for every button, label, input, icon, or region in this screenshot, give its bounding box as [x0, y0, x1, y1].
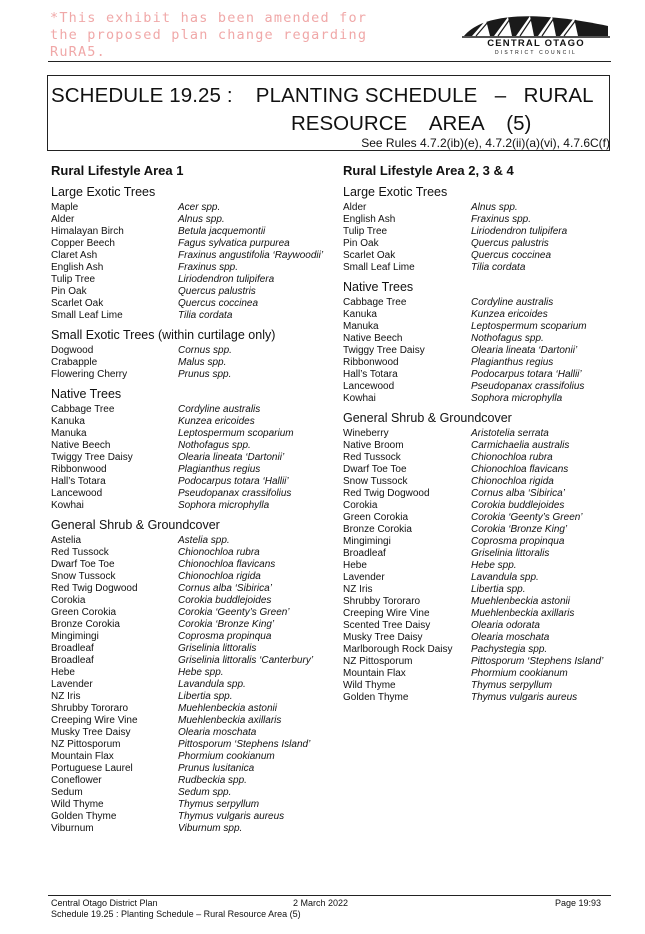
- section-title: General Shrub & Groundcover: [51, 518, 220, 532]
- plant-row: [343, 560, 623, 572]
- botanical-name: Fraxinus angustifolia ‘Raywoodii’: [178, 250, 324, 261]
- botanical-name: Lavandula spp.: [471, 572, 539, 583]
- plant-row: [343, 620, 623, 632]
- section-title: Native Trees: [51, 387, 122, 401]
- botanical-name: Prunus spp.: [178, 369, 232, 380]
- botanical-name: Olearia lineata ‘Dartonii’: [471, 345, 578, 356]
- botanical-name: Chionochloa rubra: [471, 452, 553, 463]
- common-name: Kanuka: [51, 416, 85, 427]
- common-name: Dogwood: [51, 345, 94, 356]
- botanical-name: Kunzea ericoides: [178, 416, 255, 427]
- botanical-name: Griselinia littoralis: [178, 643, 257, 654]
- plant-row: [51, 775, 336, 787]
- botanical-name: Lavandula spp.: [178, 679, 246, 690]
- plant-row: [343, 393, 623, 405]
- section-title: Native Trees: [343, 280, 414, 294]
- botanical-name: Alnus spp.: [178, 214, 225, 225]
- left-sections: [51, 185, 336, 835]
- plant-row: [343, 500, 623, 512]
- common-name: Marlborough Rock Daisy: [343, 644, 453, 655]
- plant-row: [343, 632, 623, 644]
- common-name: NZ Pittosporum: [343, 656, 413, 667]
- botanical-name: Corokia ‘Bronze King’: [178, 619, 275, 630]
- plant-row: [51, 488, 336, 500]
- plant-row: [51, 739, 336, 751]
- botanical-name: Chionochloa flavicans: [471, 464, 569, 475]
- common-name: Twiggy Tree Daisy: [51, 452, 133, 463]
- plant-row: [51, 535, 336, 547]
- plant-row: [51, 238, 336, 250]
- plant-row: [51, 357, 336, 369]
- botanical-name: Tilia cordata: [178, 310, 233, 321]
- plant-row: [51, 583, 336, 595]
- botanical-name: Griselinia littoralis: [471, 548, 550, 559]
- botanical-name: Hebe spp.: [178, 667, 224, 678]
- footer-plan: Central Otago District Plan: [51, 898, 158, 908]
- logo-name: CENTRAL OTAGO: [487, 38, 585, 49]
- plant-row: [51, 655, 336, 667]
- common-name: Shrubby Tororaro: [51, 703, 129, 714]
- botanical-name: Muehlenbeckia axillaris: [178, 715, 282, 726]
- section-title: Small Exotic Trees (within curtilage only): [51, 328, 276, 342]
- common-name: Lavender: [343, 572, 385, 583]
- common-name: Kowhai: [343, 393, 376, 404]
- plant-row: [343, 488, 623, 500]
- left-column: [51, 163, 336, 835]
- plant-row: [51, 250, 336, 262]
- plant-row: [343, 345, 623, 357]
- plant-row: [343, 680, 623, 692]
- common-name: Lancewood: [343, 381, 395, 392]
- common-name: Kanuka: [343, 309, 377, 320]
- plant-row: [343, 238, 623, 250]
- plant-row: [51, 464, 336, 476]
- right-sections: [343, 185, 623, 704]
- common-name: Sedum: [51, 787, 83, 798]
- common-name: Lancewood: [51, 488, 103, 499]
- plant-row: [51, 799, 336, 811]
- botanical-name: Chionochloa rigida: [471, 476, 554, 487]
- common-name: Musky Tree Daisy: [343, 632, 423, 643]
- botanical-name: Thymus vulgaris aureus: [178, 811, 285, 822]
- common-name: Golden Thyme: [51, 811, 117, 822]
- common-name: Creeping Wire Vine: [51, 715, 138, 726]
- botanical-name: Podocarpus totara ‘Hallii’: [178, 476, 289, 487]
- plant-row: [51, 631, 336, 643]
- plant-row: [51, 428, 336, 440]
- common-name: Red Twig Dogwood: [343, 488, 430, 499]
- common-name: Snow Tussock: [343, 476, 408, 487]
- plant-row: [343, 452, 623, 464]
- botanical-name: Plagianthus regius: [471, 357, 554, 368]
- botanical-name: Astelia spp.: [178, 535, 230, 546]
- plant-row: [51, 214, 336, 226]
- botanical-name: Pachystegia spp.: [471, 644, 548, 655]
- plant-row: [51, 452, 336, 464]
- common-name: Native Beech: [51, 440, 111, 451]
- plant-row: [51, 559, 336, 571]
- plant-row: [343, 524, 623, 536]
- section-title: Large Exotic Trees: [51, 185, 156, 199]
- botanical-name: Muehlenbeckia astonii: [178, 703, 277, 714]
- plant-row: [51, 643, 336, 655]
- plant-row: [51, 476, 336, 488]
- common-name: Mountain Flax: [343, 668, 406, 679]
- common-name: Snow Tussock: [51, 571, 116, 582]
- common-name: Hebe: [343, 560, 367, 571]
- common-name: Broadleaf: [343, 548, 386, 559]
- amendment-note: *This exhibit has been amended for the proposed plan change regarding RuRA5.: [50, 10, 368, 60]
- botanical-name: Thymus vulgaris aureus: [471, 692, 578, 703]
- common-name: Alder: [51, 214, 75, 225]
- plant-row: [51, 703, 336, 715]
- plant-row: [51, 547, 336, 559]
- title-line-2: RESOURCE AREA (5): [291, 112, 532, 135]
- plant-row: [343, 250, 623, 262]
- botanical-name: Plagianthus regius: [178, 464, 261, 475]
- common-name: Cabbage Tree: [343, 297, 407, 308]
- botanical-name: Pseudopanax crassifolius: [471, 381, 585, 392]
- botanical-name: Muehlenbeckia astonii: [471, 596, 570, 607]
- plant-row: [343, 440, 623, 452]
- council-logo: [462, 8, 610, 58]
- botanical-name: Olearia lineata ‘Dartonii’: [178, 452, 285, 463]
- plant-row: [343, 644, 623, 656]
- plant-row: [51, 226, 336, 238]
- botanical-name: Pittosporum ‘Stephens Island’: [178, 739, 311, 750]
- common-name: English Ash: [51, 262, 104, 273]
- botanical-name: Aristotelia serrata: [471, 428, 549, 439]
- plant-row: [343, 572, 623, 584]
- common-name: Green Corokia: [343, 512, 409, 523]
- botanical-name: Liriodendron tulipifera: [178, 274, 275, 285]
- common-name: Pin Oak: [51, 286, 87, 297]
- plant-row: [51, 202, 336, 214]
- plant-row: [343, 381, 623, 393]
- plant-row: [51, 667, 336, 679]
- rules-reference: See Rules 4.7.2(ib)(e), 4.7.2(ii)(a)(vi), 4.7.6C(f): [361, 136, 610, 150]
- botanical-name: Olearia moschata: [471, 632, 550, 643]
- plant-row: [51, 404, 336, 416]
- footer-date: 2 March 2022: [293, 898, 349, 908]
- botanical-name: Libertia spp.: [178, 691, 233, 702]
- botanical-name: Viburnum spp.: [178, 823, 243, 834]
- common-name: Bronze Corokia: [343, 524, 412, 535]
- common-name: Mingimingi: [343, 536, 391, 547]
- common-name: Green Corokia: [51, 607, 117, 618]
- common-name: Manuka: [343, 321, 379, 332]
- footer-rule: [48, 895, 611, 896]
- botanical-name: Rudbeckia spp.: [178, 775, 247, 786]
- botanical-name: Quercus coccinea: [178, 298, 259, 309]
- botanical-name: Coprosma propinqua: [471, 536, 565, 547]
- common-name: Mingimingi: [51, 631, 99, 642]
- plant-row: [343, 226, 623, 238]
- botanical-name: Nothofagus spp.: [471, 333, 544, 344]
- botanical-name: Thymus serpyllum: [178, 799, 260, 810]
- common-name: Maple: [51, 202, 79, 213]
- botanical-name: Sophora microphylla: [471, 393, 563, 404]
- plant-row: [51, 811, 336, 823]
- plant-row: [343, 464, 623, 476]
- botanical-name: Sophora microphylla: [178, 500, 270, 511]
- botanical-name: Pseudopanax crassifolius: [178, 488, 292, 499]
- plant-row: [51, 298, 336, 310]
- botanical-name: Acer spp.: [178, 202, 221, 213]
- common-name: Creeping Wire Vine: [343, 608, 430, 619]
- botanical-name: Carmichaelia australis: [471, 440, 570, 451]
- botanical-name: Leptospermum scoparium: [471, 321, 587, 332]
- plant-row: [343, 262, 623, 274]
- plant-row: [51, 262, 336, 274]
- plant-row: [51, 727, 336, 739]
- common-name: Mountain Flax: [51, 751, 114, 762]
- botanical-name: Cornus alba ‘Sibirica’: [471, 488, 565, 499]
- plant-row: [51, 571, 336, 583]
- common-name: Dwarf Toe Toe: [343, 464, 407, 475]
- common-name: Golden Thyme: [343, 692, 409, 703]
- plant-row: [51, 751, 336, 763]
- common-name: English Ash: [343, 214, 396, 225]
- common-name: Native Beech: [343, 333, 403, 344]
- common-name: Tulip Tree: [51, 274, 96, 285]
- plant-row: [51, 286, 336, 298]
- botanical-name: Muehlenbeckia axillaris: [471, 608, 575, 619]
- botanical-name: Tilia cordata: [471, 262, 526, 273]
- plant-row: [51, 823, 336, 835]
- common-name: Ribbonwood: [343, 357, 399, 368]
- common-name: Small Leaf Lime: [51, 310, 123, 321]
- common-name: Claret Ash: [51, 250, 98, 261]
- common-name: Wineberry: [343, 428, 389, 439]
- plant-row: [51, 310, 336, 322]
- botanical-name: Alnus spp.: [471, 202, 518, 213]
- plant-row: [51, 607, 336, 619]
- common-name: Kowhai: [51, 500, 84, 511]
- plant-row: [343, 692, 623, 704]
- common-name: Shrubby Tororaro: [343, 596, 421, 607]
- plant-row: [343, 536, 623, 548]
- common-name: NZ Iris: [51, 691, 81, 702]
- botanical-name: Pittosporum ‘Stephens Island’: [471, 656, 604, 667]
- common-name: Pin Oak: [343, 238, 379, 249]
- common-name: Cabbage Tree: [51, 404, 115, 415]
- common-name: Dwarf Toe Toe: [51, 559, 115, 570]
- plant-row: [51, 595, 336, 607]
- botanical-name: Cornus spp.: [178, 345, 232, 356]
- common-name: Viburnum: [51, 823, 94, 834]
- botanical-name: Quercus palustris: [471, 238, 549, 249]
- common-name: Wild Thyme: [343, 680, 396, 691]
- common-name: Hebe: [51, 667, 75, 678]
- header-rule: [48, 61, 611, 62]
- area-heading: Rural Lifestyle Area 1: [51, 163, 184, 178]
- section-title: General Shrub & Groundcover: [343, 411, 512, 425]
- common-name: Himalayan Birch: [51, 226, 124, 237]
- botanical-name: Leptospermum scoparium: [178, 428, 294, 439]
- plant-row: [51, 763, 336, 775]
- plant-row: [343, 297, 623, 309]
- botanical-name: Quercus coccinea: [471, 250, 552, 261]
- common-name: Corokia: [343, 500, 378, 511]
- botanical-name: Corokia ‘Geenty’s Green’: [471, 512, 583, 523]
- plant-row: [343, 596, 623, 608]
- botanical-name: Chionochloa rubra: [178, 547, 260, 558]
- plant-row: [51, 715, 336, 727]
- common-name: Red Tussock: [51, 547, 109, 558]
- plant-row: [51, 274, 336, 286]
- botanical-name: Quercus palustris: [178, 286, 256, 297]
- botanical-name: Corokia ‘Geenty’s Green’: [178, 607, 290, 618]
- mountain-logo-icon: [462, 8, 610, 38]
- plant-row: [343, 369, 623, 381]
- botanical-name: Corokia buddlejoides: [178, 595, 272, 606]
- botanical-name: Olearia odorata: [471, 620, 540, 631]
- botanical-name: Libertia spp.: [471, 584, 526, 595]
- plant-row: [343, 214, 623, 226]
- plant-row: [51, 416, 336, 428]
- botanical-name: Chionochloa flavicans: [178, 559, 276, 570]
- plant-row: [343, 476, 623, 488]
- common-name: NZ Pittosporum: [51, 739, 121, 750]
- botanical-name: Cornus alba ‘Sibirica’: [178, 583, 272, 594]
- plant-row: [51, 679, 336, 691]
- common-name: Red Tussock: [343, 452, 401, 463]
- common-name: Astelia: [51, 535, 82, 546]
- common-name: Manuka: [51, 428, 87, 439]
- botanical-name: Hebe spp.: [471, 560, 517, 571]
- common-name: Scarlet Oak: [51, 298, 104, 309]
- botanical-name: Phormium cookianum: [471, 668, 568, 679]
- plant-row: [343, 428, 623, 440]
- logo-subtitle: DISTRICT COUNCIL: [494, 50, 578, 56]
- plant-row: [343, 584, 623, 596]
- plant-row: [51, 440, 336, 452]
- common-name: Coneflower: [51, 775, 102, 786]
- plant-row: [343, 608, 623, 620]
- botanical-name: Fraxinus spp.: [471, 214, 532, 225]
- plant-row: [343, 656, 623, 668]
- common-name: Scarlet Oak: [343, 250, 396, 261]
- area-heading: Rural Lifestyle Area 2, 3 & 4: [343, 163, 514, 178]
- plant-row: [343, 333, 623, 345]
- botanical-name: Griselinia littoralis ‘Canterbury’: [178, 655, 314, 666]
- botanical-name: Liriodendron tulipifera: [471, 226, 568, 237]
- botanical-name: Nothofagus spp.: [178, 440, 251, 451]
- common-name: Scented Tree Daisy: [343, 620, 431, 631]
- common-name: Twiggy Tree Daisy: [343, 345, 425, 356]
- plant-row: [51, 787, 336, 799]
- common-name: Crabapple: [51, 357, 98, 368]
- plant-row: [343, 668, 623, 680]
- botanical-name: Cordyline australis: [178, 404, 261, 415]
- botanical-name: Chionochloa rigida: [178, 571, 261, 582]
- botanical-name: Cordyline australis: [471, 297, 554, 308]
- botanical-name: Corokia buddlejoides: [471, 500, 565, 511]
- common-name: Corokia: [51, 595, 86, 606]
- common-name: Native Broom: [343, 440, 404, 451]
- common-name: Broadleaf: [51, 643, 94, 654]
- common-name: Musky Tree Daisy: [51, 727, 131, 738]
- footer-schedule: Schedule 19.25 : Planting Schedule – Rural Resource Area (5): [51, 909, 301, 919]
- footer-page: Page 19:93: [555, 898, 602, 908]
- plant-row: [343, 309, 623, 321]
- common-name: Red Twig Dogwood: [51, 583, 138, 594]
- botanical-name: Thymus serpyllum: [471, 680, 553, 691]
- common-name: Wild Thyme: [51, 799, 104, 810]
- common-name: Tulip Tree: [343, 226, 388, 237]
- common-name: Portuguese Laurel: [51, 763, 133, 774]
- common-name: Flowering Cherry: [51, 369, 128, 380]
- botanical-name: Fraxinus spp.: [178, 262, 239, 273]
- common-name: Small Leaf Lime: [343, 262, 415, 273]
- common-name: Bronze Corokia: [51, 619, 120, 630]
- plant-row: [51, 345, 336, 357]
- plant-row: [51, 619, 336, 631]
- plant-row: [51, 369, 336, 381]
- right-column: [343, 163, 623, 704]
- plant-row: [343, 357, 623, 369]
- botanical-name: Podocarpus totara ‘Hallii’: [471, 369, 582, 380]
- common-name: Ribbonwood: [51, 464, 107, 475]
- common-name: Alder: [343, 202, 367, 213]
- botanical-name: Malus spp.: [178, 357, 227, 368]
- plant-row: [343, 202, 623, 214]
- common-name: Copper Beech: [51, 238, 115, 249]
- common-name: Hall’s Totara: [343, 369, 398, 380]
- common-name: Lavender: [51, 679, 93, 690]
- title-line-1: SCHEDULE 19.25 : PLANTING SCHEDULE – RURAL: [51, 84, 594, 107]
- botanical-name: Sedum spp.: [178, 787, 232, 798]
- plant-row: [51, 691, 336, 703]
- section-title: Large Exotic Trees: [343, 185, 448, 199]
- plant-row: [343, 548, 623, 560]
- botanical-name: Betula jacquemontii: [178, 226, 266, 237]
- botanical-name: Olearia moschata: [178, 727, 257, 738]
- common-name: NZ Iris: [343, 584, 373, 595]
- botanical-name: Kunzea ericoides: [471, 309, 548, 320]
- botanical-name: Prunus lusitanica: [178, 763, 255, 774]
- plant-row: [51, 500, 336, 512]
- common-name: Broadleaf: [51, 655, 94, 666]
- botanical-name: Fagus sylvatica purpurea: [178, 238, 290, 249]
- botanical-name: Corokia ‘Bronze King’: [471, 524, 568, 535]
- common-name: Hall’s Totara: [51, 476, 106, 487]
- botanical-name: Coprosma propinqua: [178, 631, 272, 642]
- plant-row: [343, 321, 623, 333]
- botanical-name: Phormium cookianum: [178, 751, 275, 762]
- plant-row: [343, 512, 623, 524]
